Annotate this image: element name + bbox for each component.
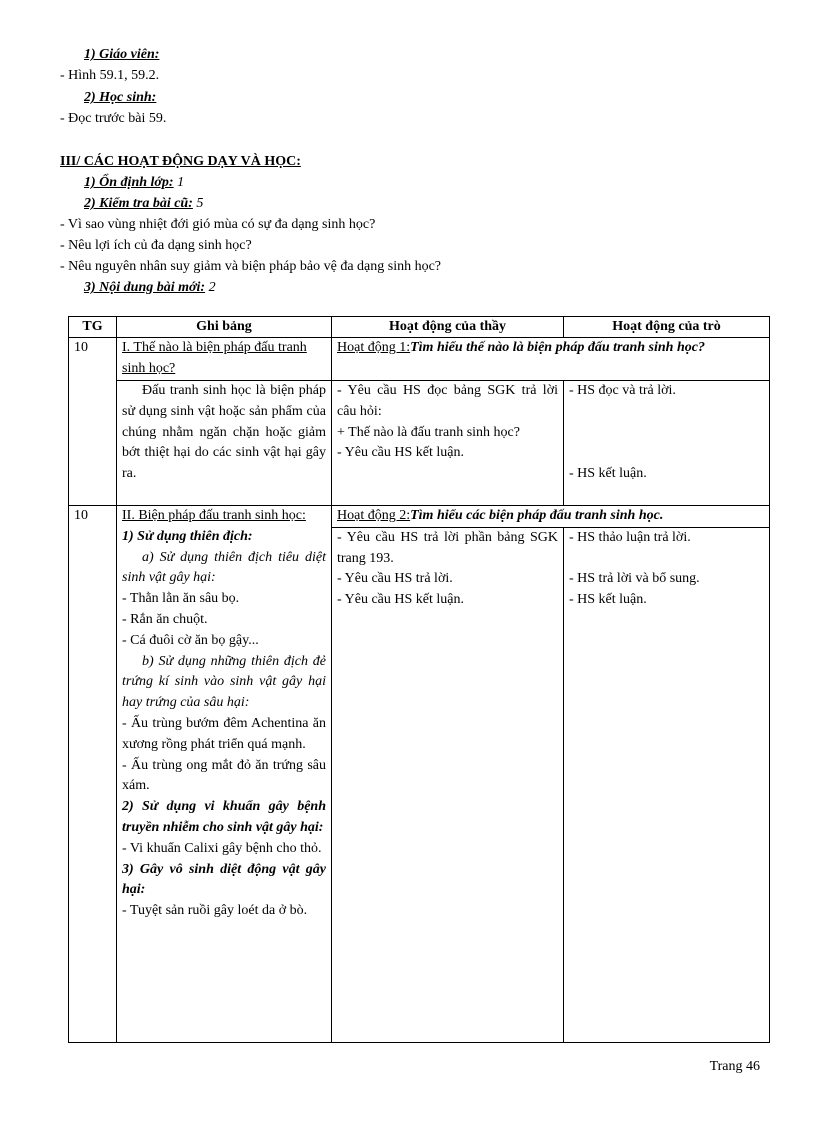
section-2-activity-title: Tìm hiểu các biện pháp đấu tranh sinh học. [410, 508, 664, 523]
lesson-table [68, 316, 770, 1043]
section-2-time: 10 [69, 506, 117, 1043]
section-1-activity-label: Hoạt động 1: [337, 340, 411, 355]
step-3 [84, 277, 216, 298]
section-1-activity [332, 338, 770, 381]
step-2 [84, 193, 203, 214]
section-2-student-2: - HS trả lời và bổ sung. [569, 571, 700, 587]
question-2: - Nêu lợi ích củ đa dạng sinh học? [60, 238, 252, 253]
section-1-time: 10 [69, 338, 117, 506]
sub-1a-heading: a) Sử dụng thiên địch tiêu diệt sinh vật gây hại: [122, 549, 326, 586]
table-header-row [69, 317, 770, 338]
header-ghi-bang: Ghi bảng [117, 317, 332, 338]
header-student: Hoạt động của trò [564, 317, 770, 338]
section-2-activity-label: Hoạt động 2: [337, 508, 411, 523]
section-2-content [117, 506, 332, 1043]
table-row [69, 338, 770, 381]
section-2-title: II. Biện pháp đấu tranh sinh học: [122, 508, 306, 523]
activities-heading: III/ CÁC HOẠT ĐỘNG DẠY VÀ HỌC: [60, 154, 301, 169]
step-2-label: 2) Kiểm tra bài cũ: [84, 196, 193, 211]
teacher-heading: 1) Giáo viên: [84, 47, 160, 62]
list-item: - Cá đuôi cờ ăn bọ gậy... [122, 632, 259, 648]
step-2-value: 5 [192, 196, 204, 211]
section-1-teacher [332, 381, 564, 506]
section-2-teacher-2: - Yêu cầu HS trả lời. [337, 571, 453, 587]
step-3-value: 2 [205, 280, 216, 295]
list-item: - Vi khuẩn Calixi gây bệnh cho thỏ. [122, 840, 322, 856]
section-2-teacher-3: - Yêu cầu HS kết luận. [337, 592, 464, 608]
section-1-student-2: - HS kết luận. [569, 465, 647, 481]
sub-1b-heading: b) Sử dụng những thiên địch đẻ trứng kí sinh vào sinh vật gây hại hay trứng của sâu hại: [122, 653, 326, 711]
section-2-student-1: - HS thảo luận trả lời. [569, 529, 691, 545]
table-row [69, 506, 770, 528]
list-item: - Ấu trùng bướm đêm Achentina ăn xương rồng phát triển quá mạnh. [122, 715, 326, 752]
student-item: - Đọc trước bài 59. [60, 111, 167, 126]
section-2-student-3: - HS kết luận. [569, 592, 647, 608]
step-1-value: 1 [173, 175, 185, 190]
section-1-teacher-1: - Yêu cầu HS đọc bảng SGK trả lời câu hỏi: [337, 383, 558, 419]
section-2-activity [332, 506, 770, 528]
question-3: - Nêu nguyên nhân suy giảm và biện pháp bảo vệ đa dạng sinh học? [60, 259, 442, 274]
list-item: - Thằn lằn ăn sâu bọ. [122, 591, 240, 607]
section-1-teacher-2: + Thế nào là đấu tranh sinh học? [337, 424, 520, 440]
sub-1-heading: 1) Sử dụng thiên địch: [122, 528, 253, 544]
section-1-note: Đấu tranh sinh học là biện pháp sử dụng sinh vật hoặc sản phẩm của chúng nhằm ngăn chặn hoặc giảm bớt thiệt hại do các sinh vật hại gây ra. [117, 381, 332, 506]
section-1-teacher-3: - Yêu cầu HS kết luận. [337, 445, 464, 461]
step-3-label: 3) Nội dung bài mới: [84, 280, 206, 295]
section-1-title: I. Thế nào là biện pháp đấu tranh sinh học? [117, 338, 332, 381]
list-item: - Rắn ăn chuột. [122, 611, 208, 627]
page-number: Trang 46 [709, 1059, 760, 1074]
section-2-student [564, 527, 770, 1042]
section-1-student [564, 381, 770, 506]
list-item: - Tuyệt sản ruồi gây loét da ở bò. [122, 903, 308, 919]
step-1 [84, 172, 184, 193]
section-1-activity-title: Tìm hiểu thế nào là biện pháp đấu tranh sinh học? [410, 340, 705, 355]
section-1-student-1: - HS đọc và trả lời. [569, 383, 676, 398]
table-row [69, 381, 770, 506]
sub-2-heading: 2) Sử dụng vi khuẩn gây bệnh truyền nhiễm cho sinh vật gây hại: [122, 799, 326, 835]
question-1: - Vì sao vùng nhiệt đới gió mùa có sự đa dạng sinh học? [60, 217, 376, 232]
list-item: - Ấu trùng ong mắt đỏ ăn trứng sâu xám. [122, 757, 326, 794]
teacher-item: - Hình 59.1, 59.2. [60, 68, 160, 83]
header-teacher: Hoạt động của thầy [332, 317, 564, 338]
header-tg: TG [69, 317, 117, 338]
section-2-teacher-1: - Yêu cầu HS trả lời phần bảng SGK trang 193. [337, 529, 558, 566]
step-1-label: 1) Ổn định lớp: [84, 175, 174, 190]
sub-3-heading: 3) Gây vô sinh diệt động vật gây hại: [122, 861, 326, 898]
student-heading: 2) Học sinh: [84, 90, 157, 105]
section-2-teacher [332, 527, 564, 1042]
